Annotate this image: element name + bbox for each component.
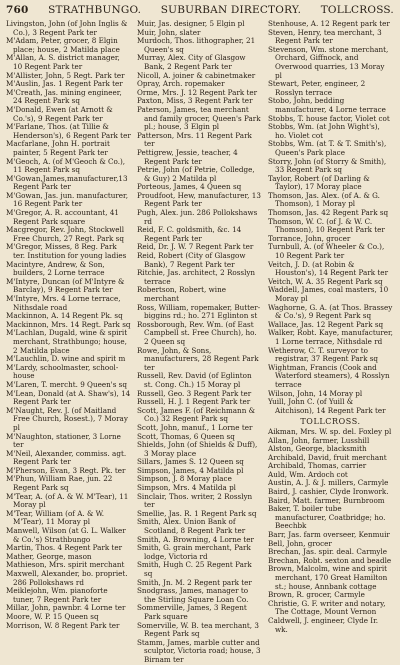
- directory-entry: Shields, John (of Shields & Duff), 3 Moray place: [137, 440, 258, 458]
- directory-entry: Steven, Henry, tea merchant, 3 Regent Park ter: [268, 27, 382, 46]
- directory-entry: Wightman, Francis (Cook and Waterford steamers), 4 Rosslyn terrace: [268, 362, 390, 389]
- directory-entry: Brown, Malcolm, wine and spirit merchant, 170 Great Hamilton st.; house, Annbank cottage: [268, 564, 388, 591]
- directory-entry: Nicoll, A. joiner & cabinetmaker: [137, 70, 256, 80]
- directory-entry: Scott, John, manuf., 1 Lorne ter: [137, 422, 253, 432]
- directory-entry: Wilson, John, 14 Moray pl: [268, 388, 363, 398]
- directory-entry: Stobbs, T. house factor, Violet cot: [268, 113, 390, 123]
- directory-entry: Simpson, J. 8 Moray place: [137, 474, 232, 484]
- directory-entry: Sinclair, Thos. writer, 2 Rosslyn ter: [137, 491, 253, 510]
- directory-entry: M'Allister, John, 5 Regt. Park ter: [6, 70, 125, 80]
- column-3: [268, 20, 393, 665]
- directory-entry: Mather, George, mason: [6, 551, 92, 561]
- directory-entry: M'Lachlan, Dugald, wine & spirit merchant, Strathbungo; house, 2 Matilda place: [6, 328, 128, 355]
- directory-entry: Snodgrass, James, manager to the Stirling Square Loan Co.: [137, 586, 249, 604]
- header-middle: SUBURBAN DIRECTORY.: [160, 4, 302, 16]
- directory-entry: M'Intyre, Duncan (of M'Intyre & Barclay), 9 Regent Park ter: [6, 276, 125, 295]
- directory-entry: Rowe, John, & Sons, manufacturers, 28 Regent Park ter: [137, 345, 259, 372]
- directory-entry: Rossborough, Rev. Wm. (of East Campbell st. Free Church), ho. 2 Queen sq: [137, 319, 257, 346]
- directory-entry: Waghorne, G. A. (at Thos. Brassey & Co.'s), 9 Regent Park sq: [268, 302, 393, 321]
- directory-entry: Russell, Rev. David (of Eglinton st. Cong. Ch.) 15 Moray pl: [137, 371, 252, 389]
- directory-entry: Reid, F. C. goldsmith, &c. 14 Regent Park ter: [137, 225, 242, 243]
- directory-entry: M'Phun, William Rae, jun. 22 Regent Park sq: [6, 474, 113, 493]
- directory-entry: Storry, John (of Storry & Smith), 33 Regent Park sq: [268, 156, 387, 175]
- directory-entry: M'Gowan, Jas. jun. manufacturer, 16 Regent Park ter: [6, 190, 128, 209]
- directory-entry: M'Naughton, stationer, 3 Lorne ter: [6, 431, 121, 450]
- directory-entry: Smith, Alex. Union Bank of Scotland, 8 Regent Park ter: [137, 517, 246, 536]
- directory-entry: Brechan, Jas. spir. deal. Carmyle: [268, 547, 387, 557]
- directory-entry: Macintyre, Andrew, & Son, builders, 2 Lorne terrace: [6, 259, 105, 278]
- directory-entry: M'Adam, Peter, grocer, 8 Elgin place; house, 2 Matilda place: [6, 36, 120, 54]
- directory-entry: Paterson, James, tea merchant and family grocer, Queen's Park pl.; house, 3 Elgin pl: [137, 104, 261, 132]
- directory-entry: Baker, T. boiler tube manufacturer, Coatbridge; ho. Beechbk: [268, 504, 386, 531]
- directory-entry: Caldwell, J. engineer, Clyde Ir. wk.: [268, 615, 379, 634]
- directory-entry: Yuill, John C. (of Yuill & Aitchison), 14 Regent Park ter: [268, 397, 386, 415]
- directory-entry: Macfarlane, John H. portrait painter, 5 Regent Park ter: [6, 139, 110, 157]
- directory-entry: M'Auslin, Jas. 1 Regent Park ter: [6, 79, 123, 89]
- directory-entry: Archibald, Thomas, carrier: [268, 461, 367, 471]
- directory-entry: Wetherow, C. T. surveyor to registrar, 37 Regent Park sq: [268, 345, 379, 364]
- directory-entry: Livingston, John (of John Inglis & Co.), 3 Regent Park ter: [6, 19, 128, 37]
- directory-entry: Mackinnon, Mrs. 14 Regt. Park sq: [6, 319, 131, 329]
- directory-entry: Russell, Geo. 3 Regent Park ter: [137, 388, 252, 398]
- directory-entry: Thomson, W. C. (of J. & W. C. Thomson), 10 Regent Park ter: [268, 216, 385, 235]
- directory-entry: Smith, Hugh C. 25 Regent Park sq: [137, 560, 252, 578]
- directory-entry: M'Laren, T. mercht. 9 Queen's sq: [6, 379, 127, 389]
- directory-entry: Baird, J. cashier, Clyde Ironwork.: [268, 487, 389, 497]
- directory-entry: Turnbull, A. (of Wheeler & Co.), 10 Regent Park ter: [268, 242, 385, 261]
- directory-entry: Martin, Thos. 4 Regent Park ter: [6, 543, 123, 553]
- directory-entry: Allan, John, farmer, Lusshill: [268, 435, 370, 445]
- directory-entry: Morrison, W. 8 Regent Park ter: [6, 620, 120, 630]
- directory-entry: Somerville, W. B. tea merchant, 3 Regent Park sq: [137, 620, 259, 639]
- directory-entry: Paxton, Miss, 3 Regent Park ter: [137, 96, 253, 106]
- directory-entry: Moore, W. P. 15 Queen sq: [6, 611, 99, 621]
- directory-entry: Muir, John, slater: [137, 27, 201, 37]
- directory-entry: Thomson, Jas. Alex. (of A. & G. Thomson), 1 Moray pl: [268, 190, 380, 209]
- directory-entry: Meiklejohn, Wm. pianoforte tuner, 7 Regent Park ter: [6, 586, 108, 604]
- directory-entry: Wallace, Jas. 12 Regent Park sq: [268, 319, 384, 329]
- directory-entry: Stobbs, Wm. (at John Wight's), ho. Violet cot: [268, 122, 380, 140]
- directory-entry: M'Neil, Alexander, commiss. agt. Regent Park ter: [6, 448, 127, 467]
- directory-entry: Austin, A. J. & J. millers, Carmyle: [268, 478, 389, 488]
- directory-entry: Mackinnon, A. 14 Regent Pk. sq: [6, 311, 123, 321]
- directory-entry: M'Gowan,James,manufacturer,13 Regent Park ter: [6, 173, 128, 192]
- directory-entry: Stenhouse, A. 12 Regent park ter: [268, 19, 390, 28]
- directory-entry: Reid, Robert (City of Glasgow Bank), 7 Regent Park ter: [137, 251, 246, 269]
- directory-entry: Murray, Alex. City of Glasgow Bank, 2 Regent Park ter: [137, 53, 246, 71]
- directory-entry: M'Geoch, A. (of M'Geoch & Co.), 11 Regent Park sq: [6, 156, 126, 175]
- directory-entry: Proudfoot, Hew, manufacturer, 13 Regent Park ter: [137, 190, 261, 209]
- directory-entry: M'Farlane, Thos. (at Tillie & Henderson's), 6 Regent Park ter: [6, 122, 131, 140]
- directory-entry: M'Gregor, Misses, 8 Reg. Park ter. Institution for young ladies: [6, 242, 127, 261]
- directory-entry: Smith, G. grain merchant, Park lodge, Victoria rd: [137, 543, 251, 561]
- directory-entry: Macgregor, Rev. John, Stockwell Free Church, 27 Regt. Park sq: [6, 225, 125, 243]
- header-right: TOLLCROSS.: [320, 4, 394, 16]
- directory-entry: Murdoch, Thos. lithographer, 21 Queen's sq: [137, 36, 256, 54]
- directory-entry: Scott, Thomas, 6 Queen sq: [137, 431, 235, 441]
- directory-entry: M'Donald, Ewen (at Arnott & Co.'s), 9 Regent Park ter: [6, 104, 113, 123]
- directory-entry: Auld, Wm. Ardoch cot: [268, 469, 348, 479]
- directory-entry: Thomson, Jas. 42 Regent Park sq: [268, 208, 389, 218]
- directory-entry: Mathieson, Mrs. spirit merchant: [6, 560, 125, 570]
- directory-entry: Veitch, J. D. (at Robin & Houston's), 14 Regent Park ter: [268, 259, 388, 278]
- directory-entry: Orme, Mrs. J. 12 Regent Park ter: [137, 87, 258, 97]
- header-left: STRATHBUNGO.: [48, 4, 142, 16]
- page-header: [6, 4, 394, 18]
- directory-entry: Stevenson, Wm. stone merchant, Orchard, Giffnock, and Overwood quarries, 13 Moray pl: [268, 44, 389, 80]
- directory-entry: M'Creath, Jas. mining engineer, 24 Regent Park sq: [6, 87, 122, 106]
- directory-entry: Stobbs, Wm. (at T. & T. Smith's), Queen's Park place: [268, 139, 387, 157]
- directory-entry: Christie, G. F. writer and notary, The Cottage, Mount Vernon: [268, 598, 386, 617]
- directory-entry: M'Tear, William (of A. & W. M'Tear), 11 Moray pl: [6, 508, 105, 527]
- directory-entry: Millar, John, pawnbr. 4 Lorne ter: [6, 603, 126, 613]
- directory-entry: Smith, Jn. M. 2 Regent park ter: [137, 577, 252, 587]
- directory-entry: Waddell, James, coal masters, 10 Moray pl: [268, 285, 389, 303]
- directory-entry: Sillars, James S. 12 Queen sq: [137, 457, 244, 467]
- directory-entry: Alston, George, blacksmith: [268, 444, 367, 454]
- directory-entry: Walker, Robt. Kaye, manufacturer, 1 Lorne terrace, Nithsdale rd: [268, 328, 393, 346]
- directory-entry: M'Lardy, schoolmaster, school-house: [6, 362, 119, 381]
- directory-entry: Aikman, Mrs. W. sp. del. Foxley pl: [268, 426, 392, 436]
- directory-entry: Simpson, James, 4 Matilda pl: [137, 465, 244, 475]
- directory-entry: Pettigrew, Jessie, teacher, 4 Regent Park ter: [137, 147, 238, 166]
- directory-entry: Robertson, Robert, wine merchant: [137, 285, 226, 303]
- directory-entry: Bell, John, grocer: [268, 538, 332, 548]
- directory-entry: Brown, R. grocer, Carmyle: [268, 590, 365, 600]
- directory-entry: Patterson, Mrs. 11 Regent Park ter: [137, 130, 252, 149]
- directory-entry: M'Intyre, Mrs. 4 Lorne terrace, Nithsdale road: [6, 294, 121, 312]
- directory-entry: Stamm, James, marble cutter and sculptor, Victoria road; house, 3 Birnam ter: [137, 637, 261, 664]
- directory-entry: Muir, Jas. designer, 5 Elgin pl: [137, 19, 245, 28]
- directory-entry: Ross, William, ropemaker, Butter-biggins rd.; ho. 271 Eglinton st: [137, 302, 261, 321]
- directory-entry: Pugh, Alex. jun. 286 Pollokshaws rd: [137, 208, 258, 226]
- columns: [6, 20, 394, 665]
- directory-entry: Porteous, James, 4 Queen sq: [137, 182, 242, 192]
- directory-entry: M'Lean, Donald (at A. Shaw's), 14 Regent Park ter: [6, 388, 131, 407]
- directory-entry: Barr, Jas. farm overseer, Kenmuir: [268, 530, 390, 540]
- directory-entry: Sommerville, James, 3 Regent Park square: [137, 603, 247, 621]
- directory-entry: Stobo, John, bedding manufacturer, 4 Lorne terrace: [268, 96, 386, 114]
- directory-entry: Baird, Matt. farmer, Burnbroom: [268, 495, 385, 505]
- column-1: [6, 20, 131, 665]
- directory-entry: Scott, James F. (of Reichmann & Co.) 32 Regent Park sq: [137, 405, 256, 424]
- directory-entry: Opray, Arch. ropemaker: [137, 79, 225, 89]
- directory-entry: Manwell, Wilson (at G. L. Walker & Co.'s) Strathbungo: [6, 526, 126, 544]
- directory-entry: Brechan, Robt. sexton and beadle: [268, 555, 392, 565]
- directory-entry: Smellie, Jas. R. 1 Regent Park sq: [137, 508, 257, 518]
- directory-entry: Maxwell, Alexander, bo. propriet. 286 Pollokshaws rd: [6, 569, 128, 587]
- directory-entry: Archibald, David, fruit merchant: [268, 452, 387, 462]
- directory-entry: M'Allan, A. S. district manager, 10 Regent Park ter: [6, 53, 120, 71]
- directory-entry: M'Tear, A. (of A. & W. M'Tear), 11 Moray pl: [6, 491, 129, 510]
- directory-entry: Simpson, Mrs. 4 Matilda pl: [137, 483, 236, 493]
- directory-entry: M'Naught, Rev. J. (of Maitland Free Church, Rosest.), 7 Moray pl: [6, 405, 128, 432]
- section-title: TOLLCROSS.: [300, 417, 361, 427]
- directory-entry: Torrance, John, grocer: [268, 233, 351, 243]
- directory-entry: Veitch, W. A. 35 Regent Park sq: [268, 276, 383, 286]
- directory-entry: M'Lauchlin, D. wine and spirit m: [6, 354, 126, 364]
- directory-entry: M'Gregor, A. R. accountant, 41 Regent Park square: [6, 208, 119, 226]
- directory-entry: Petrie, John (of Petrie, Colledge, & Guy) 2 Matilda pl: [137, 165, 255, 183]
- column-2: [137, 20, 262, 665]
- directory-entry: Taylor, Robert (of Darling & Taylor), 17 Moray place: [268, 173, 370, 192]
- page-number: 760: [6, 4, 29, 16]
- directory-entry: Smith, A. Browning, 4 Lorne ter: [137, 534, 254, 544]
- directory-entry: Reid, Dr. J. W. 7 Regent Park ter: [137, 242, 254, 252]
- directory-entry: Ritchie, Jas. architect, 2 Rosslyn terrace: [137, 268, 256, 286]
- directory-entry: M'Pherson, Evan, 3 Regt. Pk. ter: [6, 465, 126, 475]
- directory-entry: Russell, H. J. 1 Regent Park ter: [137, 397, 251, 407]
- directory-entry: Stewart, Peter, engineer, 2 Rosslyn terrace: [268, 79, 366, 97]
